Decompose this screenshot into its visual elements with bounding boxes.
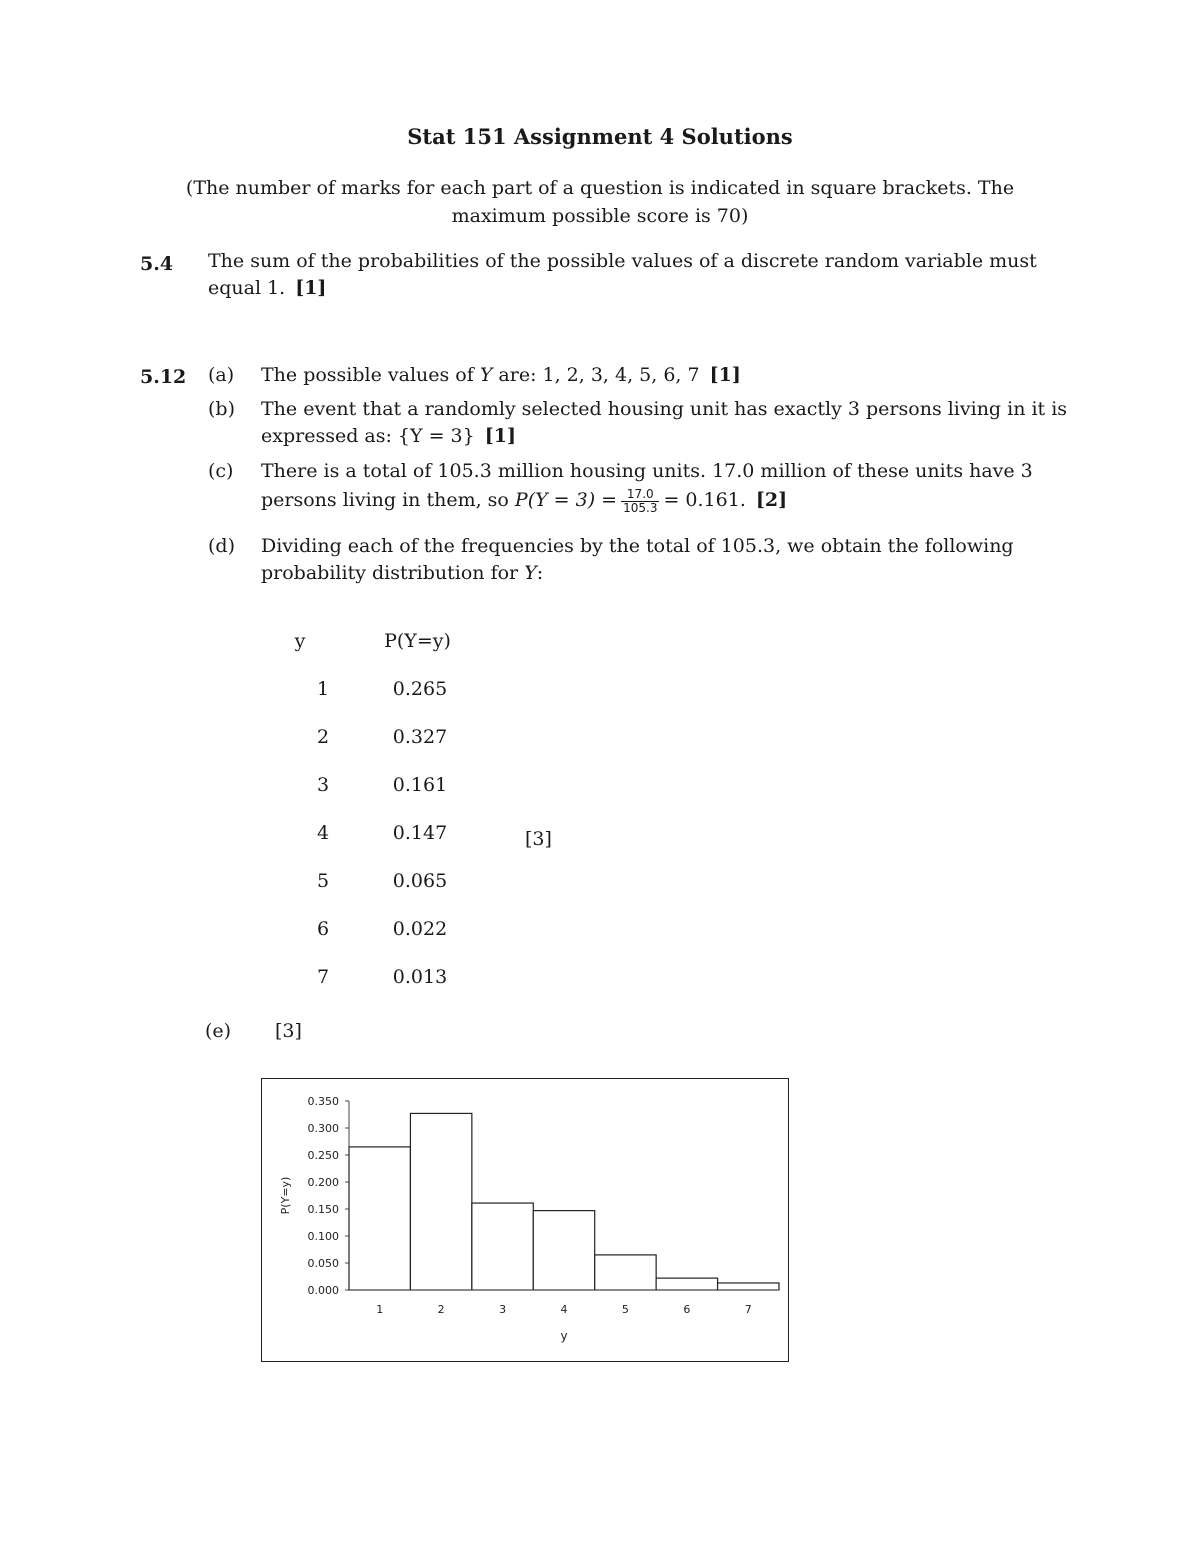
x-tick-label: 5 [621,1303,629,1316]
q54-line1: The sum of the probabilities of the possible values of a discrete random variable must [208,250,1037,272]
question-number-5-4: 5.4 [140,253,174,275]
x-axis-label: y [560,1329,568,1343]
y-tick-label: 0.100 [307,1230,339,1243]
table-cell-y: 1 [316,678,330,700]
part-b-line1: The event that a randomly selected housing unit has exactly 3 persons living in it is [261,398,1068,420]
part-b-line2-text: expressed as: {Y = 3} [261,425,475,447]
part-e-mark: [3] [275,1020,302,1042]
part-a-text [261,362,1061,389]
part-a-var: Y [479,364,493,386]
table-cell-p: 0.265 [392,678,448,700]
part-a-label: (a) [208,364,235,386]
x-tick-label: 7 [744,1303,752,1316]
q54-line2-text: equal 1. [208,277,286,299]
part-c-label: (c) [208,460,234,482]
part-a-post: are: 1, 2, 3, 4, 5, 6, 7 [492,364,700,386]
y-tick-label: 0.250 [307,1149,339,1162]
part-d-pre: probability distribution for [261,562,525,584]
question-number-5-12: 5.12 [140,366,187,388]
part-b-mark: [1] [484,425,516,447]
y-tick-label: 0.150 [307,1203,339,1216]
part-c-line1: There is a total of 105.3 million housing units. 17.0 million of these units have 3 [261,460,1033,482]
y-tick-label: 0.050 [307,1257,339,1270]
table-cell-y: 3 [316,774,330,796]
part-c-line2 [261,487,1091,515]
bar [656,1278,717,1290]
table-cell-p: 0.161 [392,774,448,796]
table-cell-y: 4 [316,822,330,844]
table-cell-p: 0.147 [392,822,448,844]
part-d-text [261,533,1091,587]
part-a-pre: The possible values of [261,364,480,386]
table-mark: [3] [525,828,552,850]
table-cell-p: 0.065 [392,870,448,892]
x-tick-label: 4 [560,1303,568,1316]
bar [718,1283,779,1290]
part-c-mark: [2] [755,489,788,511]
bar [533,1211,594,1290]
part-b-label: (b) [208,398,235,420]
question-5-4-text [208,248,1068,302]
part-d-label: (d) [208,535,235,557]
x-tick-label: 3 [499,1303,507,1316]
table-cell-p: 0.013 [392,966,448,988]
marks-note: (The number of marks for each part of a question is indicated in square brackets. The maximum possible score is 70) [185,177,1015,227]
table-cell-y: 6 [316,918,330,940]
table-cell-p: 0.327 [392,726,448,748]
x-tick-label: 2 [437,1303,445,1316]
page-title: Stat 151 Assignment 4 Solutions [407,124,793,149]
y-tick-label: 0.200 [307,1176,339,1189]
part-d-var: Y [524,562,537,584]
q54-mark: [1] [295,277,327,299]
bar [349,1147,410,1290]
bar [410,1113,471,1290]
fraction-numerator: 17.0 [621,488,659,502]
table-cell-p: 0.022 [392,918,448,940]
bar [595,1255,656,1290]
table-cell-y: 5 [316,870,330,892]
part-c-post: = 0.161. [663,489,746,511]
chart-frame [261,1078,789,1362]
y-tick-label: 0.300 [307,1122,339,1135]
part-e-label: (e) [205,1020,232,1042]
part-b-text [261,396,1091,450]
y-tick-label: 0.000 [307,1284,339,1297]
bar [472,1203,533,1290]
fraction [621,488,659,515]
part-a-mark: [1] [709,364,741,386]
table-header-y: y [294,630,306,652]
table-cell-y: 7 [316,966,330,988]
probability-histogram [262,1079,787,1360]
part-d-line2 [261,560,1091,587]
part-c-expr: P(Y = 3) = [514,489,618,511]
part-c-text [261,458,1091,515]
x-tick-label: 1 [376,1303,384,1316]
y-tick-label: 0.350 [307,1095,339,1108]
part-d-line1: Dividing each of the frequencies by the total of 105.3, we obtain the following [261,535,1014,557]
table-header-p: P(Y=y) [384,630,451,652]
part-b-line2 [261,423,1091,450]
part-c-pre: persons living in them, so [261,489,515,511]
y-axis-label: P(Y=y) [279,1176,292,1215]
table-cell-y: 2 [316,726,330,748]
q54-line2 [208,275,1068,302]
fraction-denominator: 105.3 [623,500,658,515]
part-d-post: : [536,562,544,584]
x-tick-label: 6 [683,1303,691,1316]
